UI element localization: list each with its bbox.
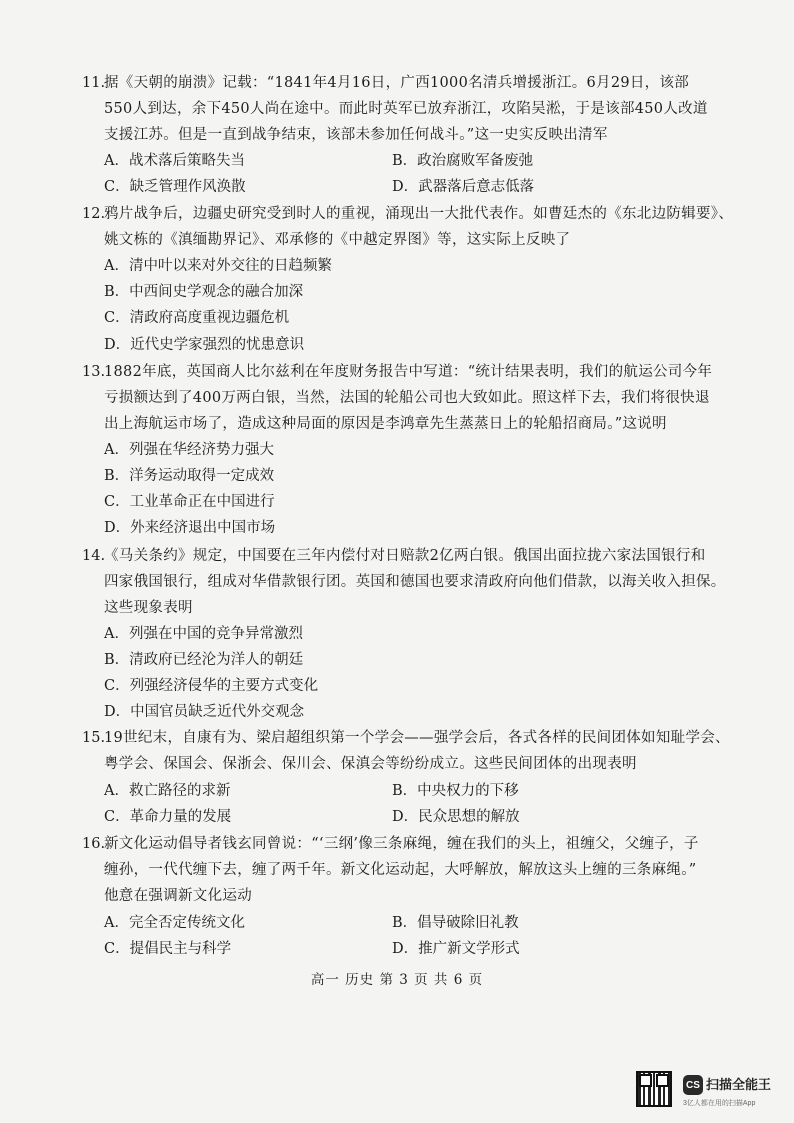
question-text-line: 据《天朝的崩溃》记载：“1841年4月16日，广西1000名清兵增援浙江。6月29日，该部 [104,75,690,91]
option-a: A．清中叶以来对外交往的日趋频繁 [104,258,332,274]
question-text-line: 支援江苏。但是一直到战争结束，该部未参加任何战斗。”这一史实反映出清军 [104,127,608,143]
scanner-brand-name: 扫描全能王 [706,1077,772,1092]
option-d: D．推广新文学形式 [392,941,520,957]
question-text-line: 出上海航运市场了，造成这种局面的原因是李鸿章先生蒸蒸日上的轮船招商局。”这说明 [104,416,667,432]
question-text-line: 1882年底，英国商人比尔兹利在年度财务报告中写道：“统计结果表明，我们的航运公司今年 [104,364,713,380]
option-b: B．政治腐败军备废弛 [392,153,534,169]
question-text-line: 粤学会、保国会、保浙会、保川会、保滇会等纷纷成立。这些民间团体的出现表明 [104,756,637,772]
question-text-line: 缠孙，一代代缠下去，缠了两千年。新文化运动起，大呼解放，解放这头上缠的三条麻绳。” [104,862,697,878]
option-a: A．完全否定传统文化 [104,915,245,931]
option-d: D．武器落后意志低落 [392,179,535,195]
question-text-line: 550人到达，余下450人尚在途中。而此时英军已放弃浙江，攻陷吴淞，于是该部450人改道 [104,101,708,117]
question-number: 12. [82,206,106,222]
option-d: D．近代史学家强烈的忧患意识 [104,337,305,353]
option-d: D．民众思想的解放 [392,809,520,825]
option-c: C．清政府高度重视边疆危机 [104,310,290,326]
question-text-line: 姚文栋的《滇缅勘界记》、邓承修的《中越定界图》等，这实际上反映了 [104,232,571,248]
option-c: C．提倡民主与科学 [104,941,232,957]
scanner-tagline: 3亿人都在用的扫描App [683,1100,756,1107]
question-text-line: 这些现象表明 [104,600,193,616]
option-b: B．中央权力的下移 [392,783,519,799]
question-text-line: 他意在强调新文化运动 [104,888,252,904]
option-c: C．工业革命正在中国进行 [104,494,275,510]
option-a: A．战术落后策略失当 [104,153,245,169]
question-text-line: 四家俄国银行，组成对华借款银行团。英国和德国也要求清政府向他们借款，以海关收入担保。 [104,574,726,590]
question-number: 14. [82,548,106,564]
camscanner-logo-icon: CS [683,1075,703,1095]
option-d: D．中国官员缺乏近代外交观念 [104,704,305,720]
question-number: 11. [82,75,106,91]
qr-code-icon [636,1071,672,1107]
question-text-line: 19世纪末，自康有为、梁启超组织第一个学会——强学会后，各式各样的民间团体如知耻学会、 [104,730,730,746]
option-d: D．外来经济退出中国市场 [104,520,276,536]
question-text-line: 亏损额达到了400万两白银，当然，法国的轮船公司也大致如此。照这样下去，我们将很快退 [104,390,710,406]
question-number: 15. [82,730,106,746]
option-c: C．革命力量的发展 [104,809,232,825]
option-a: A．列强在华经济势力强大 [104,442,274,458]
option-a: A．救亡路径的求新 [104,783,231,799]
option-c: C．列强经济侵华的主要方式变化 [104,678,319,694]
option-b: B．中西间史学观念的融合加深 [104,284,304,300]
question-text-line: 鸦片战争后，边疆史研究受到时人的重视，涌现出一大批代表作。如曹廷杰的《东北边防辑要》、 [104,206,734,222]
option-b: B．清政府已经沦为洋人的朝廷 [104,652,304,668]
question-number: 13. [82,364,106,380]
option-a: A．列强在中国的竞争异常激烈 [104,626,303,642]
option-b: B．倡导破除旧礼教 [392,915,519,931]
question-text-line: 新文化运动倡导者钱玄同曾说：“‘三纲’像三条麻绳，缠在我们的头上，祖缠父，父缠子，子 [104,836,699,852]
question-text-line: 《马关条约》规定，中国要在三年内偿付对日赔款2亿两白银。俄国出面拉拢六家法国银行和 [104,548,706,564]
option-b: B．洋务运动取得一定成效 [104,468,275,484]
question-number: 16. [82,836,106,852]
page-footer: 高一 历史 第 3 页 共 6 页 [310,972,484,988]
option-c: C．缺乏管理作风涣散 [104,179,246,195]
